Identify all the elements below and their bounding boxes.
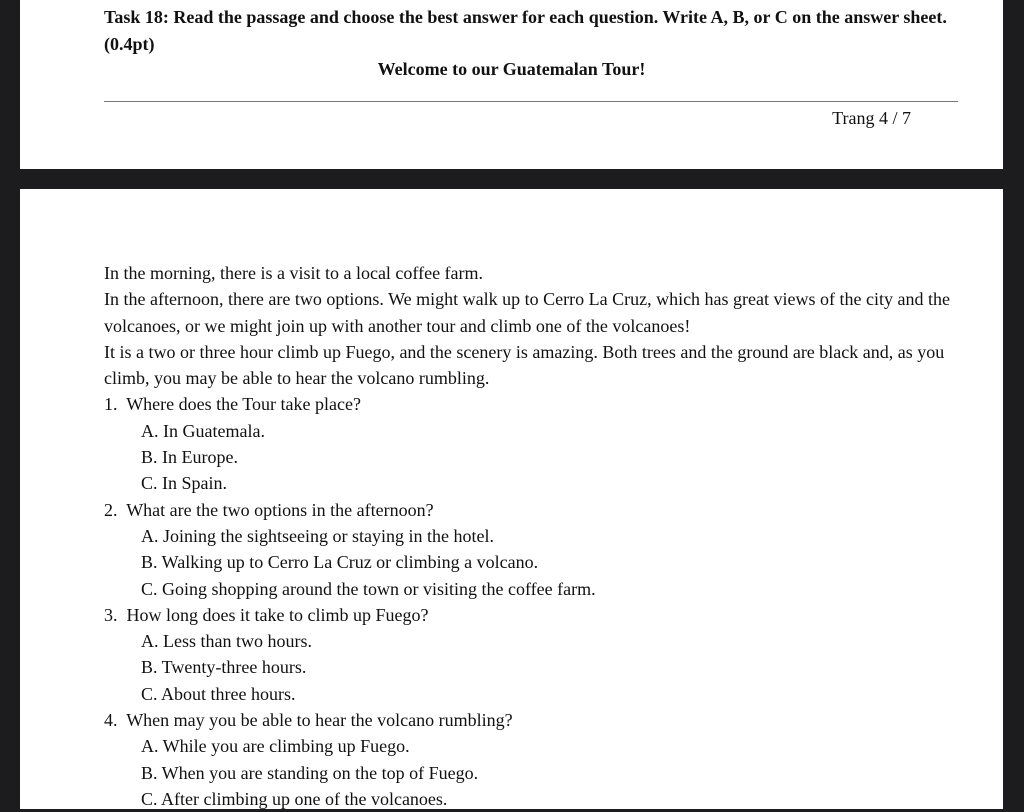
answer-option: B. Twenty-three hours. <box>141 657 307 678</box>
question-text: How long does it take to climb up Fuego? <box>126 604 429 625</box>
task-instruction: Task 18: Read the passage and choose the best answer for each question. Write A, B, or C on the answer sheet. (0.4pt) <box>104 7 947 54</box>
answer-option: C. About three hours. <box>141 683 296 704</box>
passage-title: Welcome to our Guatemalan Tour! <box>377 59 646 79</box>
question-text: What are the two options in the afternoon? <box>126 499 434 520</box>
answer-option: C. After climbing up one of the volcanoes. <box>141 788 448 809</box>
question-3 <box>104 602 964 707</box>
passage-body <box>104 260 964 812</box>
answer-option: C. In Spain. <box>141 473 228 494</box>
question-number: 1. <box>104 394 118 415</box>
answer-option: B. In Europe. <box>141 447 238 468</box>
footer-divider <box>104 101 958 102</box>
passage-paragraph: It is a two or three hour climb up Fuego, and the scenery is amazing. Both trees and the ground are black and, as you climb, you may be able to hear the volcano rumbling. <box>104 341 945 389</box>
question-number: 4. <box>104 710 118 731</box>
question-number: 3. <box>104 604 118 625</box>
question-text: When may you be able to hear the volcano rumbling? <box>126 710 513 731</box>
answer-option: A. In Guatemala. <box>141 420 265 441</box>
page-top <box>20 0 1003 169</box>
question-4 <box>104 707 964 812</box>
answer-option: B. Walking up to Cerro La Cruz or climbing a volcano. <box>141 552 539 573</box>
question-2 <box>104 497 964 602</box>
question-1 <box>104 391 964 496</box>
passage-paragraph: In the afternoon, there are two options. We might walk up to Cerro La Cruz, which has great views of the city and the volcanoes, or we might join up with another tour and climb one of the volcanoes! <box>104 289 950 336</box>
question-text: Where does the Tour take place? <box>126 394 361 415</box>
answer-option: B. When you are standing on the top of Fuego. <box>141 762 479 783</box>
answer-option: A. While you are climbing up Fuego. <box>141 736 410 757</box>
page-bottom <box>20 189 1003 809</box>
answer-option: C. Going shopping around the town or visiting the coffee farm. <box>141 578 596 599</box>
answer-option: A. Less than two hours. <box>141 631 312 652</box>
question-number: 2. <box>104 499 118 520</box>
answer-option: A. Joining the sightseeing or staying in the hotel. <box>141 525 494 546</box>
page-number: Trang 4 / 7 <box>832 108 911 128</box>
passage-paragraph: In the morning, there is a visit to a local coffee farm. <box>104 263 484 283</box>
